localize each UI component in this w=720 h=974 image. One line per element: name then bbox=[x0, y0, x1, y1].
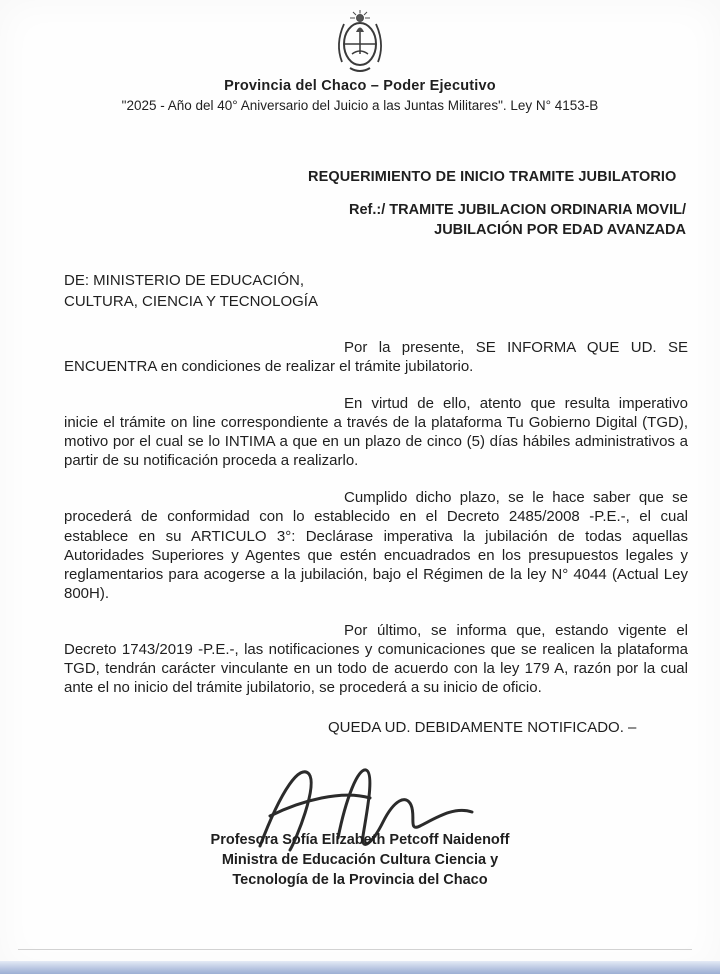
document-title: REQUERIMIENTO DE INICIO TRAMITE JUBILATORIO bbox=[308, 169, 677, 185]
reference-line-2: JUBILACIÓN POR EDAD AVANZADA bbox=[434, 221, 686, 238]
coat-of-arms-icon bbox=[332, 10, 388, 74]
scan-artifact-line bbox=[18, 949, 692, 950]
addressee-line-1: DE: MINISTERIO DE EDUCACIÓN, bbox=[64, 272, 305, 290]
addressee-line-2: CULTURA, CIENCIA Y TECNOLOGÍA bbox=[64, 293, 318, 311]
body-paragraph-1: Por la presente, SE INFORMA QUE UD. SE ENCUENTRA en condiciones de realizar el trámite jubilatorio. bbox=[64, 339, 688, 376]
signer-title-line-2: Tecnología de la Provincia del Chaco bbox=[232, 872, 488, 889]
body-paragraph-4: Por último, se informa que, estando vigente el Decreto 1743/2019 -P.E.-, las notificaciones y comunicaciones que se realicen la plataforma TGD, tendrán carácter vinculante en un todo de acuerdo con la ley 179 A, razón por la cual ante el no inicio del trámite jubilatorio, se procederá a su inicio de oficio. bbox=[64, 621, 688, 696]
signature-block bbox=[0, 754, 720, 891]
header-year-line: "2025 - Año del 40° Aniversario del Juicio a las Juntas Militares". Ley N° 4153-B bbox=[121, 98, 599, 113]
body-paragraph-2: En virtud de ello, atento que resulta imperativo inicie el trámite on line correspondiente a través de la plataforma Tu Gobierno Digital (TGD), motivo por el cual se lo INTIMA a que en un plazo de cinco (5) días hábiles administrativos a partir de su notificación proceda a realizarlo. bbox=[64, 395, 688, 470]
reference-block bbox=[0, 201, 686, 240]
body-paragraph-3: Cumplido dicho plazo, se le hace saber que se procederá de conformidad con lo establecido en el Decreto 2485/2008 -P.E.-, el cual establece en su ARTICULO 3°: Declárase imperativa la jubilación de todas aquellas Autoridades Superiores y Agentes que estén encuadrados en los presupuestos legales y reglamentarios para acogerse a la jubilación, bajo el Régimen de la ley N° 4044 (Actual Ley 800H). bbox=[64, 489, 688, 602]
signer-name: Profesora Sofía Elizabeth Petcoff Naidenoff bbox=[210, 831, 510, 848]
header-org-line: Provincia del Chaco – Poder Ejecutivo bbox=[224, 78, 496, 94]
scan-edge-strip bbox=[0, 961, 720, 974]
addressee-block bbox=[64, 270, 720, 312]
closing-notification-line: QUEDA UD. DEBIDAMENTE NOTIFICADO. – bbox=[328, 718, 637, 736]
reference-line-1: Ref.:/ TRAMITE JUBILACION ORDINARIA MOVIL/ bbox=[349, 202, 686, 218]
signer-title-line-1: Ministra de Educación Cultura Ciencia y bbox=[221, 852, 499, 869]
